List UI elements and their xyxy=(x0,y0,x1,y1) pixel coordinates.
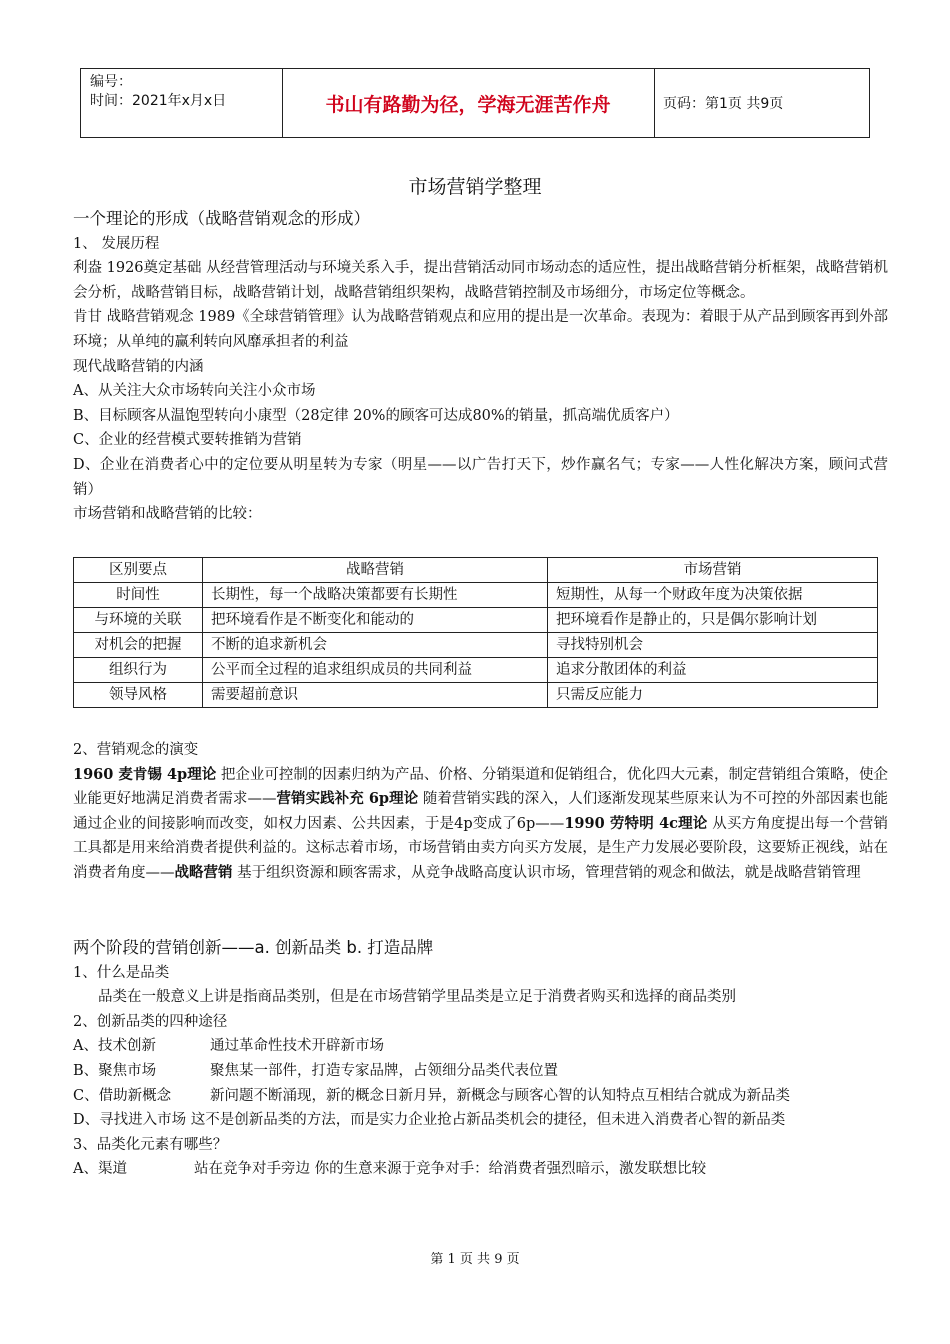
subheading: 2、营销观念的演变 xyxy=(73,742,199,758)
list-key: B、聚焦市场 xyxy=(73,1062,157,1079)
list-item xyxy=(73,1084,888,1109)
subheading: 1、什么是品类 xyxy=(73,964,170,981)
list-value: 通过革命性技术开辟新市场 xyxy=(210,1038,384,1055)
table-cell: 需要超前意识 xyxy=(203,683,548,708)
table-header-row xyxy=(74,558,878,583)
subheading: 3、品类化元素有哪些？ xyxy=(73,1136,228,1153)
table-header-cell: 战略营销 xyxy=(203,558,548,583)
list-item xyxy=(73,1157,888,1182)
text-run: 从买方角度提出每一个营销工具都是用来给消费者提供利益的。这标志着市场，市场营销由卖方向买方发展，是生产力发展必要阶段，这要矫正视线，站在消费者角度—— xyxy=(73,815,888,881)
table-header-cell: 市场营销 xyxy=(548,558,878,583)
paragraph: 品类在一般意义上讲是指商品类别，但是在市场营销学里品类是立足于消费者购买和选择的商品类别 xyxy=(98,989,736,1006)
table-caption: 市场营销和战略营销的比较： xyxy=(73,506,262,523)
header-time: 时间：2021年x月x日 xyxy=(90,93,227,109)
section-heading: 一个理论的形成（战略营销观念的形成） xyxy=(73,209,370,228)
subheading: 1、 发展历程 xyxy=(73,235,160,252)
list-value: 聚焦某一部件，打造专家品牌，占领细分品类代表位置 xyxy=(210,1062,558,1079)
table-cell: 时间性 xyxy=(74,583,203,608)
table-row xyxy=(74,683,878,708)
doc-title: 市场营销学整理 xyxy=(408,176,542,198)
table-cell: 领导风格 xyxy=(74,683,203,708)
table-row xyxy=(74,583,878,608)
bold-term: 营销实践补充 6p理论 xyxy=(276,790,419,808)
list-item xyxy=(73,1059,888,1084)
section-1-evolution xyxy=(73,738,888,886)
paragraph: 肯甘 战略营销观念 1989《全球营销管理》认为战略营销观点和应用的提出是一次革命。表现为：着眼于从产品到顾客再到外部环境；从单纯的赢利转向风靡承担者的利益 xyxy=(73,309,888,350)
comparison-table xyxy=(73,557,878,708)
header-page-number: 页码：第1页 共9页 xyxy=(663,96,784,112)
header-meta xyxy=(90,73,226,111)
table-cell: 把环境看作是不断变化和能动的 xyxy=(203,608,548,633)
bold-term: 战略营销 xyxy=(174,863,233,881)
table-cell: 对机会的把握 xyxy=(74,633,203,658)
list-item: A、从关注大众市场转向关注小众市场 xyxy=(73,383,316,400)
table-cell: 不断的追求新机会 xyxy=(203,633,548,658)
table-cell: 组织行为 xyxy=(74,658,203,683)
paragraph-evolution xyxy=(73,763,888,886)
page-header xyxy=(80,68,870,138)
paragraph: 利盎 1926奠定基础 从经营管理活动与环境关系入手，提出营销活动同市场动态的适应性，提出战略营销分析框架，战略营销机会分析，战略营销目标，战略营销计划，战略营销组织架构，战略营销控制及市场细分，市场定位等概念。 xyxy=(73,260,888,301)
table-cell: 公平而全过程的追求组织成员的共同利益 xyxy=(203,658,548,683)
table-header-cell: 区别要点 xyxy=(74,558,203,583)
bold-term: 1960 麦肯锡 4p理论 xyxy=(73,765,217,783)
list-item xyxy=(73,1034,888,1059)
list-key: A、技术创新 xyxy=(73,1038,156,1055)
table-cell: 长期性，每一个战略决策都要有长期性 xyxy=(203,583,548,608)
list-value: 站在竞争对手旁边 你的生意来源于竞争对手：给消费者强烈暗示，激发联想比较 xyxy=(194,1161,707,1178)
list-key: C、借助新概念 xyxy=(73,1087,172,1104)
list-value: 新问题不断涌现，新的概念日新月异，新概念与顾客心智的认知特点互相结合就成为新品类 xyxy=(210,1087,790,1104)
table-cell: 追求分散团体的利益 xyxy=(548,658,878,683)
list-key: A、渠道 xyxy=(73,1161,127,1178)
table-row xyxy=(74,608,878,633)
text-run: 随着营销实践的深入，人们逐渐发现某些原来认为不可控的外部因素也能通过企业的间接影响而改变，如权力因素、公共因素，于是4p变成了6p—— xyxy=(73,791,889,832)
section-1-top xyxy=(73,207,888,527)
header-number: 编号： xyxy=(90,74,132,90)
paragraph: 现代战略营销的内涵 xyxy=(73,358,204,375)
text-run: 把企业可控制的因素归纳为产品、价格、分销渠道和促销组合，优化四大元素，制定营销组合策略，使企业能更好地满足消费者需求—— xyxy=(73,766,888,808)
table-cell: 只需反应能力 xyxy=(548,683,878,708)
header-motto: 书山有路勤为径，学海无涯苦作舟 xyxy=(325,93,611,116)
list-item: D、寻找进入市场 这不是创新品类的方法，而是实力企业抢占新品类机会的捷径，但未进入消费者心智的新品类 xyxy=(73,1112,786,1129)
list-item: D、企业在消费者心中的定位要从明星转为专家（明星——以广告打天下，炒作赢名气；专家——人性化解决方案，顾问式营销） xyxy=(73,456,888,498)
table-row xyxy=(74,633,878,658)
table-cell: 把环境看作是静止的，只是偶尔影响计划 xyxy=(548,608,878,633)
table-row xyxy=(74,658,878,683)
bold-term: 1990 劳特明 4c理论 xyxy=(564,814,708,832)
table-cell: 寻找特别机会 xyxy=(548,633,878,658)
subheading: 2、创新品类的四种途径 xyxy=(73,1013,228,1030)
section-heading: 两个阶段的营销创新——a. 创新品类 b. 打造品牌 xyxy=(73,938,434,957)
list-item: C、企业的经营模式要转推销为营销 xyxy=(73,432,302,449)
text-run: 基于组织资源和顾客需求，从竞争战略高度认识市场，管理营销的观念和做法，就是战略营销管理 xyxy=(232,864,861,881)
section-2 xyxy=(73,936,888,1182)
table-cell: 与环境的关联 xyxy=(74,608,203,633)
list-item: B、目标顾客从温饱型转向小康型（28定律 20%的顾客可达成80%的销量，抓高端优质客户） xyxy=(73,407,679,424)
table-cell: 短期性，从每一个财政年度为决策依据 xyxy=(548,583,878,608)
page-footer: 第 1 页 共 9 页 xyxy=(430,1252,520,1267)
